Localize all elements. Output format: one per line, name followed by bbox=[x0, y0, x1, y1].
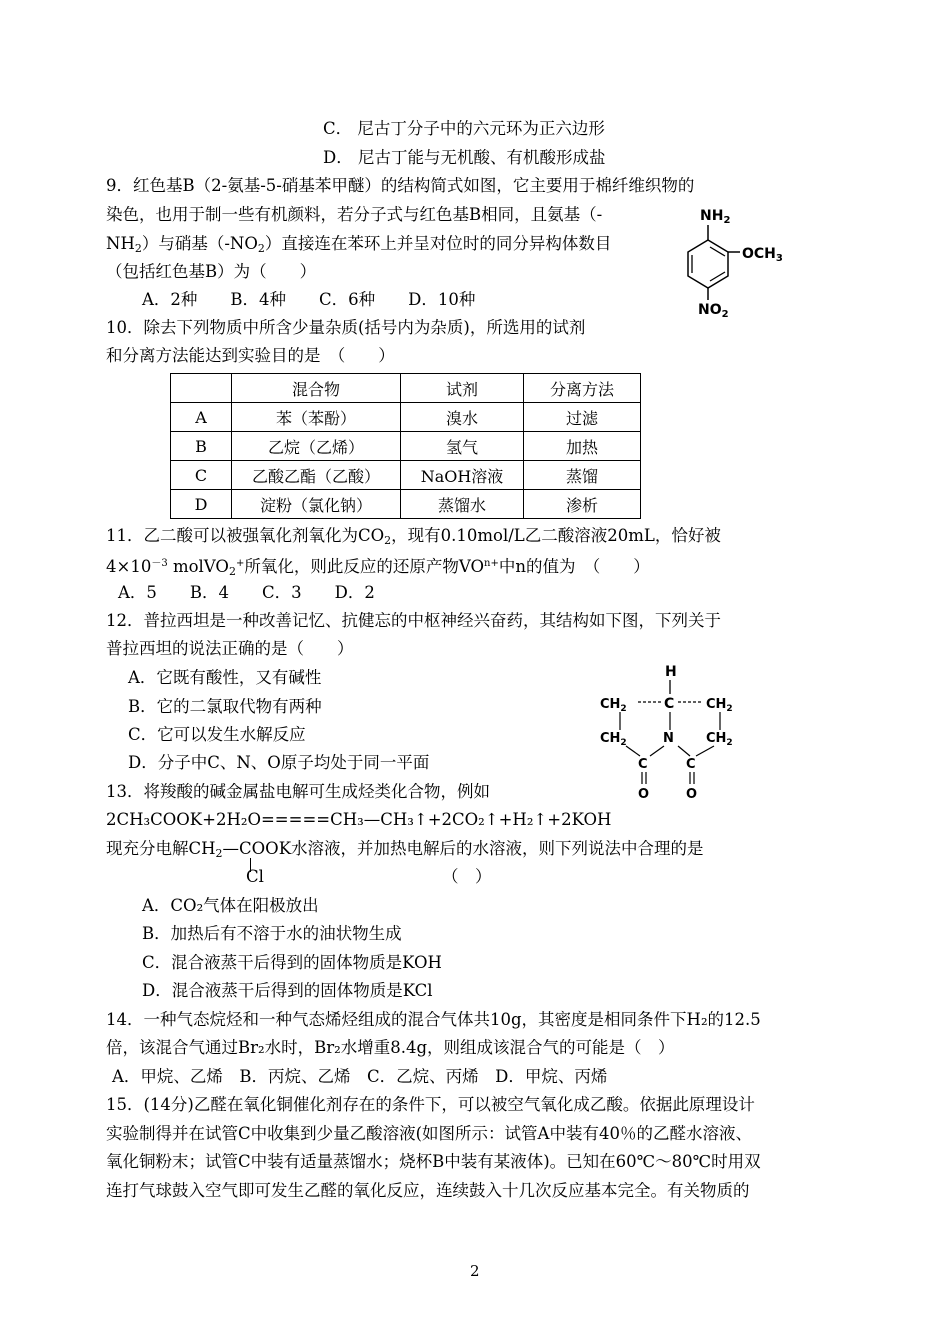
q12-option-b: B．它的二氯取代物有两种 bbox=[128, 697, 322, 716]
q8-option-d: D． 尼古丁能与无机酸、有机酸形成盐 bbox=[323, 148, 606, 167]
q11-stem-line1: 11．乙二酸可以被强氧化剂氧化为$CO_2$，现有0.10mol/L乙二酸溶液20mL，恰好被 bbox=[106, 526, 721, 547]
table-cell: 蒸馏 bbox=[524, 461, 641, 490]
ch2-label: $CH_2$ bbox=[600, 697, 627, 714]
q13-answer-paren: （ ） bbox=[442, 867, 492, 886]
q14-stem-line2: 倍，该混合气通过Br₂水时，Br₂水增重8.4g，则组成该混合气的可能是（ ） bbox=[106, 1038, 675, 1057]
table-header-row bbox=[171, 374, 641, 403]
q11-stem-line2: $4\times 10^{-3}$ molVO$_2$+所氧化，则此反应的还原产物$VO^{n+}$中n的值为 （ ） bbox=[106, 557, 650, 578]
q14-stem-line1: 14．一种气态烷烃和一种气态烯烃组成的混合气体共10g，其密度是相同条件下H₂的12.5 bbox=[106, 1010, 761, 1029]
q13-option-a: A．CO₂气体在阳极放出 bbox=[142, 896, 319, 915]
c-atom-label: C bbox=[686, 757, 696, 772]
q15-stem-line3: 氧化铜粉末；试管C中装有适量蒸馏水；烧杯B中装有某液体)。已知在60℃～80℃时用双 bbox=[106, 1152, 761, 1171]
table-cell: D bbox=[171, 490, 232, 519]
table-header-cell bbox=[171, 374, 232, 403]
amino-group-label: $NH_2$ bbox=[700, 208, 731, 226]
n-atom-label: N bbox=[663, 731, 674, 746]
table-header-cell: 分离方法 bbox=[524, 374, 641, 403]
c-atom-label: C bbox=[664, 696, 675, 712]
table-row bbox=[171, 461, 641, 490]
q13-option-d: D．混合液蒸干后得到的固体物质是KCl bbox=[142, 981, 433, 1000]
table-cell: C bbox=[171, 461, 232, 490]
q9-stem-line3: $NH_2$）与硝基$(-NO_2)$直接连在苯环上并呈对位时的同分异构体数目 bbox=[106, 234, 612, 255]
q13-stem-line1: 13．将羧酸的碱金属盐电解可生成烃类化合物，例如 bbox=[106, 782, 490, 801]
benzene-ring bbox=[688, 240, 728, 288]
q10-stem-line2: 和分离方法能达到实验目的是 （ ） bbox=[106, 346, 395, 365]
q15-stem-line4: 连打气球鼓入空气即可发生乙醛的氧化反应，连续鼓入十几次反应基本完全。有关物质的 bbox=[106, 1181, 750, 1200]
table-cell: 淀粉（氯化钠） bbox=[232, 490, 401, 519]
table-cell: 苯（苯酚） bbox=[232, 403, 401, 432]
q9-stem-line2: 染色，也用于制一些有机颜料，若分子式与红色基B相同，且氨基（- bbox=[106, 205, 603, 224]
table-cell: 氢气 bbox=[401, 432, 524, 461]
methoxy-group-label: $OCH_3$ bbox=[742, 246, 783, 264]
q14-options: A．甲烷、乙烯 B．丙烷、乙烯 C．乙烷、丙烯 D．甲烷、丙烯 bbox=[112, 1067, 608, 1086]
page-number: 2 bbox=[470, 1262, 480, 1280]
q13-cl-label: Cl bbox=[246, 867, 264, 886]
q10-stem-line1: 10．除去下列物质中所含少量杂质(括号内为杂质)，所选用的试剂 bbox=[106, 318, 586, 337]
table-cell: 溴水 bbox=[401, 403, 524, 432]
q13-stem-line3: 现充分电解$CH_2—COOK$水溶液，并加热电解后的水溶液，则下列说法中合理的是 bbox=[106, 839, 704, 860]
q12-option-a: A．它既有酸性，又有碱性 bbox=[128, 668, 322, 687]
o-atom-label: O bbox=[686, 787, 698, 800]
nitro-group-label: $NO_2$ bbox=[698, 302, 729, 320]
q13-equation: 2CH₃COOK+2H₂O=====CH₃—CH₃↑+2CO₂↑+H₂↑+2KOH bbox=[106, 810, 612, 829]
c-atom-label: C bbox=[638, 757, 648, 772]
table-cell: 加热 bbox=[524, 432, 641, 461]
table-cell: B bbox=[171, 432, 232, 461]
q15-stem-line1: 15．(14分)乙醛在氧化铜催化剂存在的条件下，可以被空气氧化成乙酸。依据此原理设计 bbox=[106, 1095, 755, 1114]
h-atom-label: H bbox=[665, 664, 677, 680]
ch2-label: $CH_2$ bbox=[600, 731, 627, 748]
ch2-label: $CH_2$ bbox=[706, 697, 733, 714]
table-cell: 乙酸乙酯（乙酸） bbox=[232, 461, 401, 490]
q10-table bbox=[170, 373, 641, 519]
q13-option-c: C．混合液蒸干后得到的固体物质是KOH bbox=[142, 953, 442, 972]
q12-option-d: D．分子中C、N、O原子均处于同一平面 bbox=[128, 753, 430, 772]
table-row bbox=[171, 403, 641, 432]
q13-option-b: B．加热后有不溶于水的油状物生成 bbox=[142, 924, 402, 943]
q9-stem-line1: 9．红色基B（2-氨基-5-硝基苯甲醚）的结构简式如图，它主要用于棉纤维织物的 bbox=[106, 176, 695, 195]
table-header-cell: 混合物 bbox=[232, 374, 401, 403]
red-base-b-structure bbox=[670, 200, 800, 320]
q9-options: A．2种 B．4种 C．6种 D．10种 bbox=[142, 290, 476, 309]
q12-stem-line1: 12．普拉西坦是一种改善记忆、抗健忘的中枢神经兴奋药，其结构如下图，下列关于 bbox=[106, 611, 721, 630]
piracetam-structure bbox=[590, 660, 750, 800]
q8-option-c: C． 尼古丁分子中的六元环为正六边形 bbox=[323, 119, 605, 138]
q12-option-c: C．它可以发生水解反应 bbox=[128, 725, 306, 744]
q11-options: A．5 B．4 C．3 D．2 bbox=[118, 583, 375, 602]
table-header-cell: 试剂 bbox=[401, 374, 524, 403]
table-cell: 渗析 bbox=[524, 490, 641, 519]
ch2-label: $CH_2$ bbox=[706, 731, 733, 748]
table-cell: NaOH溶液 bbox=[401, 461, 524, 490]
table-row bbox=[171, 432, 641, 461]
table-cell: 乙烷（乙烯） bbox=[232, 432, 401, 461]
table-cell: 蒸馏水 bbox=[401, 490, 524, 519]
o-atom-label: O bbox=[638, 787, 650, 800]
table-row bbox=[171, 490, 641, 519]
q9-stem-line4: （包括红色基B）为（ ） bbox=[106, 262, 317, 281]
table-cell: 过滤 bbox=[524, 403, 641, 432]
q12-stem-line2: 普拉西坦的说法正确的是（ ） bbox=[106, 639, 354, 658]
q15-stem-line2: 实验制得并在试管C中收集到少量乙酸溶液(如图所示：试管A中装有40％的乙醛水溶液、 bbox=[106, 1124, 752, 1143]
table-cell: A bbox=[171, 403, 232, 432]
